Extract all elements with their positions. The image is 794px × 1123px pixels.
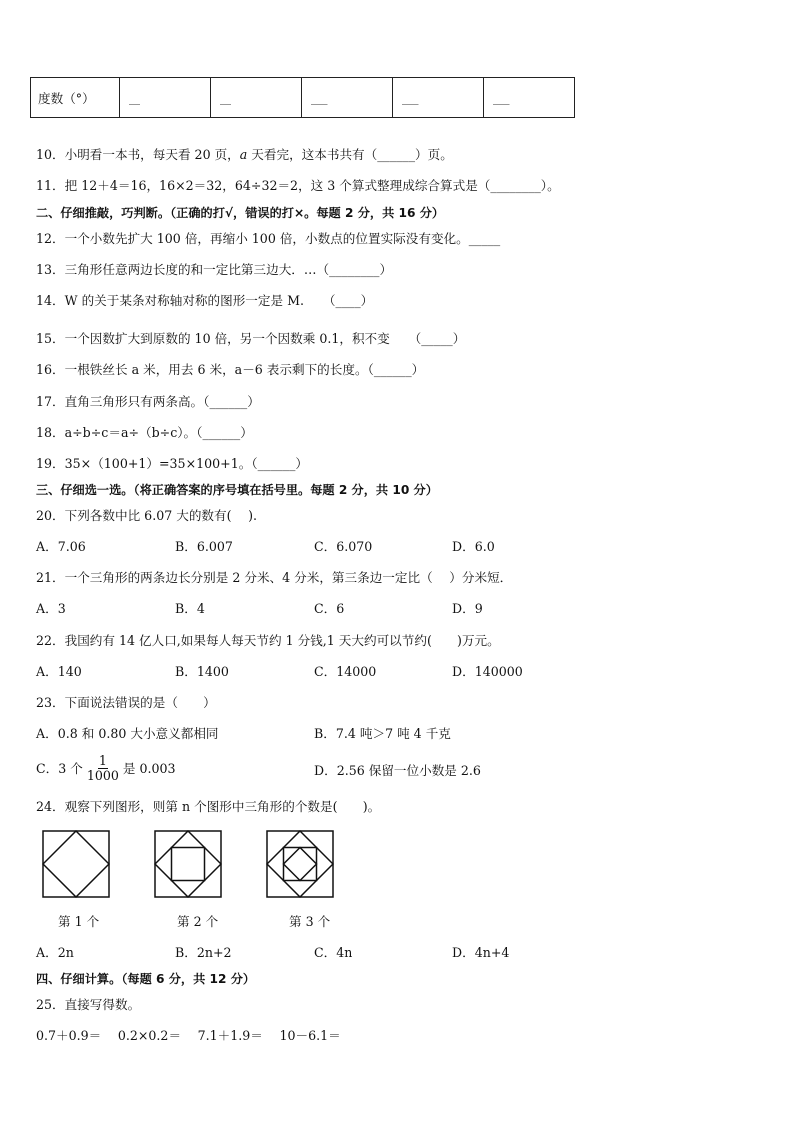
question-24: 24．观察下列图形，则第 n 个图形中三角形的个数是( )。 — [36, 799, 381, 814]
calculation-row: 0.7＋0.9＝ 0.2×0.2＝ 7.1＋1.9＝ 10－6.1＝ — [36, 1028, 341, 1043]
cell-blank: ___ — [402, 92, 419, 105]
question-15: 15．一个因数扩大到原数的 10 倍，另一个因数乘 0.1，积不变 （_____） — [36, 331, 466, 346]
option-22-d: D．140000 — [452, 664, 523, 679]
option-23-c — [36, 754, 176, 783]
question-22: 22．我国约有 14 亿人口,如果每人每天节约 1 分钱,1 天大约可以节约( )万元。 — [36, 633, 500, 648]
question-12: 12．一个小数先扩大 100 倍，再缩小 100 倍，小数点的位置实际没有变化。_____ — [36, 231, 501, 246]
option-22-b: B．1400 — [175, 664, 229, 679]
cell-blank: __ — [220, 92, 231, 105]
question-19: 19．35×（100+1）=35×100+1。（______） — [36, 456, 308, 471]
option-24-d: D．4n+4 — [452, 945, 510, 960]
option-23-c-suffix: 是 0.003 — [122, 760, 176, 776]
question-13: 13．三角形任意两边长度的和一定比第三边大．…（________） — [36, 262, 393, 277]
table-cell — [393, 78, 484, 118]
table-cell — [484, 78, 575, 118]
fraction — [87, 754, 119, 783]
cell-blank: ___ — [311, 92, 328, 105]
figure-1 — [42, 830, 110, 898]
option-20-a: A．7.06 — [36, 539, 86, 554]
section-3-heading: 三、仔细选一选。（将正确答案的序号填在括号里。每题 2 分，共 10 分） — [36, 483, 438, 497]
question-18: 18．a÷b÷c＝a÷（b÷c）。（______） — [36, 425, 253, 440]
question-20: 20．下列各数中比 6.07 大的数有( ). — [36, 508, 258, 523]
option-24-a: A．2n — [36, 945, 74, 960]
table-cell — [211, 78, 302, 118]
option-21-a: A．3 — [36, 601, 66, 616]
figure-3-caption: 第 3 个 — [289, 914, 331, 929]
option-20-b: B．6.007 — [175, 539, 233, 554]
option-24-c: C．4n — [314, 945, 353, 960]
figure-1-caption: 第 1 个 — [58, 914, 100, 929]
question-21: 21．一个三角形的两条边长分别是 2 分米、4 分米，第三条边一定比（ ）分米短． — [36, 570, 513, 585]
question-17: 17．直角三角形只有两条高。（______） — [36, 394, 260, 409]
option-23-c-prefix: C．3 个 — [36, 760, 83, 776]
option-21-d: D．9 — [452, 601, 483, 616]
figure-3 — [266, 830, 334, 898]
cell-blank: ___ — [493, 92, 510, 105]
question-16: 16．一根铁丝长 a 米，用去 6 米，a－6 表示剩下的长度。（______） — [36, 362, 425, 377]
fraction-numerator: 1 — [98, 753, 107, 768]
option-22-a: A．140 — [36, 664, 82, 679]
option-23-a: A．0.8 和 0.80 大小意义都相同 — [36, 726, 219, 741]
option-21-b: B．4 — [175, 601, 205, 616]
fraction-denominator: 1000 — [86, 768, 119, 783]
figure-2-caption: 第 2 个 — [177, 914, 219, 929]
question-10: 10．小明看一本书，每天看 20 页，𝑎 天看完，这本书共有（______）页。 — [36, 147, 453, 162]
option-22-c: C．14000 — [314, 664, 377, 679]
cell-blank: __ — [129, 92, 140, 105]
option-20-c: C．6.070 — [314, 539, 373, 554]
table-cell — [120, 78, 211, 118]
table-row — [31, 78, 575, 118]
table-cell — [302, 78, 393, 118]
section-2-heading: 二、仔细推敲，巧判断。（正确的打√，错误的打×。每题 2 分，共 16 分） — [36, 206, 445, 220]
option-23-b: B．7.4 吨＞7 吨 4 千克 — [314, 726, 451, 741]
option-20-d: D．6.0 — [452, 539, 495, 554]
question-25: 25．直接写得数。 — [36, 997, 141, 1012]
question-14: 14．W 的关于某条对称轴对称的图形一定是 M. （____） — [36, 293, 374, 308]
section-4-heading: 四、仔细计算。（每题 6 分，共 12 分） — [36, 972, 256, 986]
option-24-b: B．2n+2 — [175, 945, 232, 960]
question-11: 11．把 12＋4＝16，16×2＝32，64÷32＝2，这 3 个算式整理成综合算式是（________）。 — [36, 178, 560, 193]
question-23: 23．下面说法错误的是（ ） — [36, 695, 216, 710]
figure-2 — [154, 830, 222, 898]
option-23-d: D．2.56 保留一位小数是 2.6 — [314, 763, 481, 778]
degree-table — [30, 77, 575, 118]
table-header-cell: 度数（°） — [31, 78, 120, 118]
option-21-c: C．6 — [314, 601, 345, 616]
